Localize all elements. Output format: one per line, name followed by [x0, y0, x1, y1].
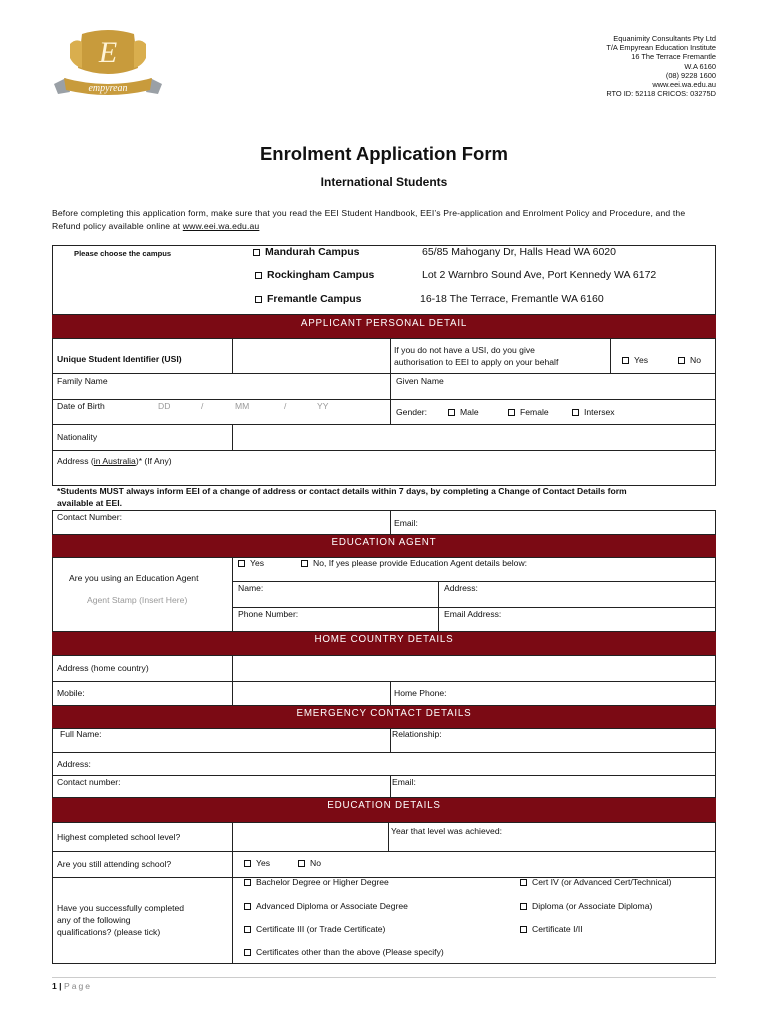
company-line: T/A Empyrean Education Institute — [606, 43, 716, 53]
checkbox-icon[interactable] — [238, 560, 245, 567]
campus-mandurah[interactable]: Mandurah Campus — [253, 246, 360, 258]
section-header-personal: APPLICANT PERSONAL DETAIL — [52, 315, 716, 338]
emergency-address-label: Address: — [57, 759, 91, 769]
checkbox-icon[interactable] — [244, 903, 251, 910]
checkbox-icon[interactable] — [301, 560, 308, 567]
page-separator: | — [59, 981, 62, 991]
dob-mm[interactable]: MM — [235, 401, 250, 411]
qual-advanced-diploma[interactable]: Advanced Diploma or Associate Degree — [244, 901, 408, 911]
checkbox-icon[interactable] — [298, 860, 305, 867]
checkbox-icon[interactable] — [622, 357, 629, 364]
company-line: (08) 9228 1600 — [665, 70, 716, 80]
checkbox-icon[interactable] — [244, 926, 251, 933]
intro-text — [52, 207, 716, 232]
form-title: Enrolment Application Form — [259, 143, 509, 164]
qual-bachelor[interactable]: Bachelor Degree or Higher Degree — [244, 877, 389, 887]
empyrean-logo — [52, 28, 164, 100]
attending-label: Are you still attending school? — [57, 859, 172, 869]
checkbox-icon[interactable] — [244, 949, 251, 956]
company-line: www.eei.wa.edu.au — [652, 80, 716, 90]
footer-divider — [52, 977, 716, 978]
section-header-education: EDUCATION DETAILS — [52, 798, 716, 822]
usi-input[interactable] — [233, 339, 390, 373]
dob-yy[interactable]: YY — [317, 401, 329, 411]
qual-cert-iii[interactable]: Certificate III (or Trade Certificate) — [244, 924, 385, 934]
intro-link[interactable]: www.eei.wa.edu.au — [182, 220, 260, 231]
campus-rockingham-address: Lot 2 Warnbro Sound Ave, Port Kennedy WA 6172 — [422, 269, 657, 281]
agent-stamp: Agent Stamp (Insert Here) — [87, 595, 188, 605]
agent-no[interactable]: No, If yes please provide Education Agent details below: — [301, 558, 527, 568]
quals-question-2: any of the following — [57, 915, 131, 925]
qual-other[interactable]: Certificates other than the above (Please specify) — [244, 947, 444, 957]
attending-yes[interactable]: Yes — [244, 858, 270, 868]
page-footer — [52, 981, 92, 991]
usi-no[interactable]: No — [678, 355, 701, 365]
checkbox-icon[interactable] — [520, 903, 527, 910]
email-label: Email: — [394, 518, 418, 528]
intro-body: Before completing this application form, make sure that you read the EEI Student Handbook, EEI’s Pre-application and Enrolment Policy and Procedure, and the Refund policy available online at — [52, 208, 686, 231]
checkbox-icon[interactable] — [572, 409, 579, 416]
company-line: RTO ID: 52118 CRICOS: 03275D — [606, 89, 716, 99]
campus-mandurah-address: 65/85 Mahogany Dr, Halls Head WA 6020 — [422, 246, 616, 258]
contact-row — [52, 510, 716, 535]
emergency-table — [52, 728, 716, 798]
change-notice-2: available at EEI. — [57, 498, 122, 508]
usi-question: If you do not have a USI, do you give — [394, 345, 535, 355]
agent-phone-label: Phone Number: — [238, 609, 299, 619]
education-table — [52, 822, 716, 964]
given-name-label: Given Name — [396, 376, 444, 386]
campus-fremantle-address: 16-18 The Terrace, Fremantle WA 6160 — [420, 293, 604, 305]
logo-letter: E — [98, 36, 118, 69]
checkbox-icon[interactable] — [520, 926, 527, 933]
attending-no[interactable]: No — [298, 858, 321, 868]
gender-male[interactable]: Male — [448, 407, 479, 417]
logo-text: empyrean — [88, 83, 128, 94]
checkbox-icon[interactable] — [448, 409, 455, 416]
year-achieved-label: Year that level was achieved: — [391, 826, 502, 836]
section-header-emergency: EMERGENCY CONTACT DETAILS — [52, 706, 716, 728]
checkbox-icon[interactable] — [244, 860, 251, 867]
qual-cert-i-ii[interactable]: Certificate I/II — [520, 924, 583, 934]
section-header-agent: EDUCATION AGENT — [52, 535, 716, 557]
agent-yes[interactable]: Yes — [238, 558, 264, 568]
checkbox-icon[interactable] — [244, 879, 251, 886]
checkbox-icon[interactable] — [253, 249, 260, 256]
dob-slash: / — [201, 401, 204, 411]
checkbox-icon[interactable] — [255, 272, 262, 279]
quals-question-3: qualifications? (please tick) — [57, 927, 161, 937]
usi-yes[interactable]: Yes — [622, 355, 648, 365]
campus-rockingham[interactable]: Rockingham Campus — [255, 269, 374, 281]
company-info — [456, 34, 716, 98]
address-label: Address (in Australia)* (If Any) — [57, 456, 172, 466]
dob-dd[interactable]: DD — [158, 401, 171, 411]
emergency-full-name-label: Full Name: — [60, 729, 102, 739]
mobile-label: Mobile: — [57, 688, 85, 698]
quals-question-1: Have you successfully completed — [57, 903, 185, 913]
qual-cert-iv[interactable]: Cert IV (or Advanced Cert/Technical) — [520, 877, 671, 887]
agent-email-label: Email Address: — [444, 609, 502, 619]
form-subtitle: International Students — [320, 175, 448, 189]
agent-name-label: Name: — [238, 583, 264, 593]
section-header-home: HOME COUNTRY DETAILS — [52, 632, 716, 655]
campus-prompt: Please choose the campus — [74, 249, 172, 258]
usi-label: Unique Student Identifier (USI) — [57, 354, 182, 364]
family-name-label: Family Name — [57, 376, 108, 386]
qual-diploma[interactable]: Diploma (or Associate Diploma) — [520, 901, 652, 911]
emergency-contact-label: Contact number: — [57, 777, 121, 787]
nationality-label: Nationality — [57, 432, 98, 442]
emergency-email-label: Email: — [392, 777, 416, 787]
usi-question-2: authorisation to EEI to apply on your behalf — [394, 357, 559, 367]
dob-slash: / — [284, 401, 287, 411]
dob-label: Date of Birth — [57, 401, 105, 411]
home-address-label: Address (home country) — [57, 663, 149, 673]
page-number: 1 — [52, 981, 57, 991]
emergency-relationship-label: Relationship: — [392, 729, 442, 739]
campus-fremantle[interactable]: Fremantle Campus — [255, 293, 362, 305]
checkbox-icon[interactable] — [508, 409, 515, 416]
checkbox-icon[interactable] — [520, 879, 527, 886]
checkbox-icon[interactable] — [678, 357, 685, 364]
gender-label: Gender: — [396, 407, 428, 417]
contact-number-label: Contact Number: — [57, 512, 122, 522]
company-line: 16 The Terrace Fremantle — [631, 52, 716, 62]
page-word: Page — [63, 981, 93, 991]
company-line: Equanimity Consultants Pty Ltd — [613, 34, 716, 43]
agent-address-label: Address: — [444, 583, 478, 593]
gender-intersex[interactable]: Intersex — [572, 407, 615, 417]
company-line: W.A 6160 — [684, 61, 716, 71]
change-notice: *Students MUST always inform EEI of a change of address or contact details within 7 days, by completing a Change of Contact Details form — [57, 486, 627, 496]
agent-question: Are you using an Education Agent — [69, 573, 199, 583]
home-phone-label: Home Phone: — [394, 688, 447, 698]
highest-level-label: Highest completed school level? — [57, 832, 181, 842]
gender-female[interactable]: Female — [508, 407, 549, 417]
checkbox-icon[interactable] — [255, 296, 262, 303]
